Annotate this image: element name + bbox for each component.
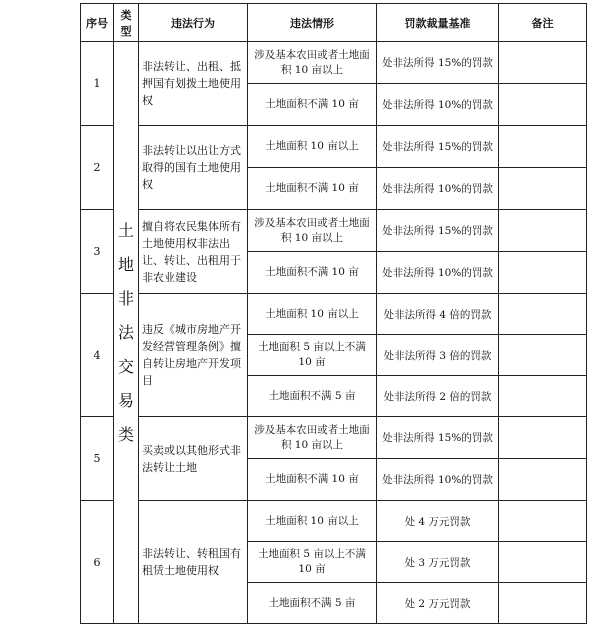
row-number: 6 bbox=[81, 501, 114, 624]
header-note: 备注 bbox=[499, 4, 587, 42]
table-row bbox=[81, 294, 587, 335]
note-cell bbox=[499, 42, 587, 84]
note-cell bbox=[499, 294, 587, 335]
violation-act: 非法转让、转租国有租赁土地使用权 bbox=[139, 501, 248, 624]
header-no: 序号 bbox=[81, 4, 114, 42]
violation-situation: 土地面积不满 10 亩 bbox=[248, 459, 377, 501]
note-cell bbox=[499, 168, 587, 210]
table-row bbox=[81, 417, 587, 459]
row-number: 1 bbox=[81, 42, 114, 126]
row-number: 2 bbox=[81, 126, 114, 210]
violation-situation: 涉及基本农田或者土地面积 10 亩以上 bbox=[248, 417, 377, 459]
note-cell bbox=[499, 84, 587, 126]
note-cell bbox=[499, 126, 587, 168]
penalty-standard: 处非法所得 3 倍的罚款 bbox=[377, 335, 499, 376]
type-char: 土 bbox=[117, 220, 134, 240]
violation-situation: 土地面积不满 10 亩 bbox=[248, 168, 377, 210]
violation-situation: 土地面积 5 亩以上不满 10 亩 bbox=[248, 335, 377, 376]
header-situation: 违法情形 bbox=[248, 4, 377, 42]
penalty-standard: 处非法所得 2 倍的罚款 bbox=[377, 376, 499, 417]
violation-situation: 土地面积 10 亩以上 bbox=[248, 126, 377, 168]
note-cell bbox=[499, 583, 587, 624]
note-cell bbox=[499, 501, 587, 542]
type-char: 非 bbox=[117, 288, 134, 308]
penalty-standard: 处非法所得 15%的罚款 bbox=[377, 126, 499, 168]
table-row bbox=[81, 501, 587, 542]
note-cell bbox=[499, 542, 587, 583]
penalty-standard: 处非法所得 10%的罚款 bbox=[377, 168, 499, 210]
note-cell bbox=[499, 376, 587, 417]
violation-situation: 土地面积 10 亩以上 bbox=[248, 294, 377, 335]
note-cell bbox=[499, 459, 587, 501]
type-char: 交 bbox=[117, 356, 134, 376]
type-char: 地 bbox=[117, 254, 134, 274]
violation-act: 擅自将农民集体所有土地使用权非法出让、转让、出租用于非农业建设 bbox=[139, 210, 248, 294]
note-cell bbox=[499, 335, 587, 376]
row-number: 3 bbox=[81, 210, 114, 294]
type-char: 法 bbox=[117, 322, 134, 342]
penalty-standard: 处 2 万元罚款 bbox=[377, 583, 499, 624]
penalty-standard: 处非法所得 10%的罚款 bbox=[377, 84, 499, 126]
violation-situation: 土地面积 10 亩以上 bbox=[248, 501, 377, 542]
note-cell bbox=[499, 252, 587, 294]
penalty-standard: 处非法所得 15%的罚款 bbox=[377, 42, 499, 84]
violation-act: 违反《城市房地产开发经营管理条例》擅自转让房地产开发项目 bbox=[139, 294, 248, 417]
violation-situation: 土地面积不满 5 亩 bbox=[248, 376, 377, 417]
table-row bbox=[81, 42, 587, 84]
violation-act: 非法转让以出让方式取得的国有土地使用权 bbox=[139, 126, 248, 210]
penalty-standard: 处非法所得 15%的罚款 bbox=[377, 210, 499, 252]
note-cell bbox=[499, 210, 587, 252]
penalty-standard: 处 3 万元罚款 bbox=[377, 542, 499, 583]
header-type: 类型 bbox=[114, 4, 139, 42]
violation-situation: 土地面积不满 10 亩 bbox=[248, 84, 377, 126]
penalty-standard: 处非法所得 4 倍的罚款 bbox=[377, 294, 499, 335]
violation-act: 买卖或以其他形式非法转让土地 bbox=[139, 417, 248, 501]
row-number: 5 bbox=[81, 417, 114, 501]
type-cell bbox=[114, 42, 139, 624]
penalty-standard: 处非法所得 15%的罚款 bbox=[377, 417, 499, 459]
note-cell bbox=[499, 417, 587, 459]
table-row bbox=[81, 126, 587, 168]
violation-act: 非法转让、出租、抵押国有划拨土地使用权 bbox=[139, 42, 248, 126]
violation-situation: 土地面积不满 5 亩 bbox=[248, 583, 377, 624]
header-act: 违法行为 bbox=[139, 4, 248, 42]
violation-situation: 土地面积不满 10 亩 bbox=[248, 252, 377, 294]
violation-situation: 涉及基本农田或者土地面积 10 亩以上 bbox=[248, 42, 377, 84]
table-row bbox=[81, 210, 587, 252]
penalty-standard: 处非法所得 10%的罚款 bbox=[377, 252, 499, 294]
type-char: 易 bbox=[117, 390, 134, 410]
header-penalty: 罚款裁量基准 bbox=[377, 4, 499, 42]
penalty-standard: 处非法所得 10%的罚款 bbox=[377, 459, 499, 501]
type-char: 类 bbox=[117, 424, 134, 444]
violation-situation: 土地面积 5 亩以上不满 10 亩 bbox=[248, 542, 377, 583]
violation-situation: 涉及基本农田或者土地面积 10 亩以上 bbox=[248, 210, 377, 252]
penalty-standard: 处 4 万元罚款 bbox=[377, 501, 499, 542]
header-row bbox=[81, 4, 587, 42]
penalty-table bbox=[80, 3, 587, 624]
row-number: 4 bbox=[81, 294, 114, 417]
